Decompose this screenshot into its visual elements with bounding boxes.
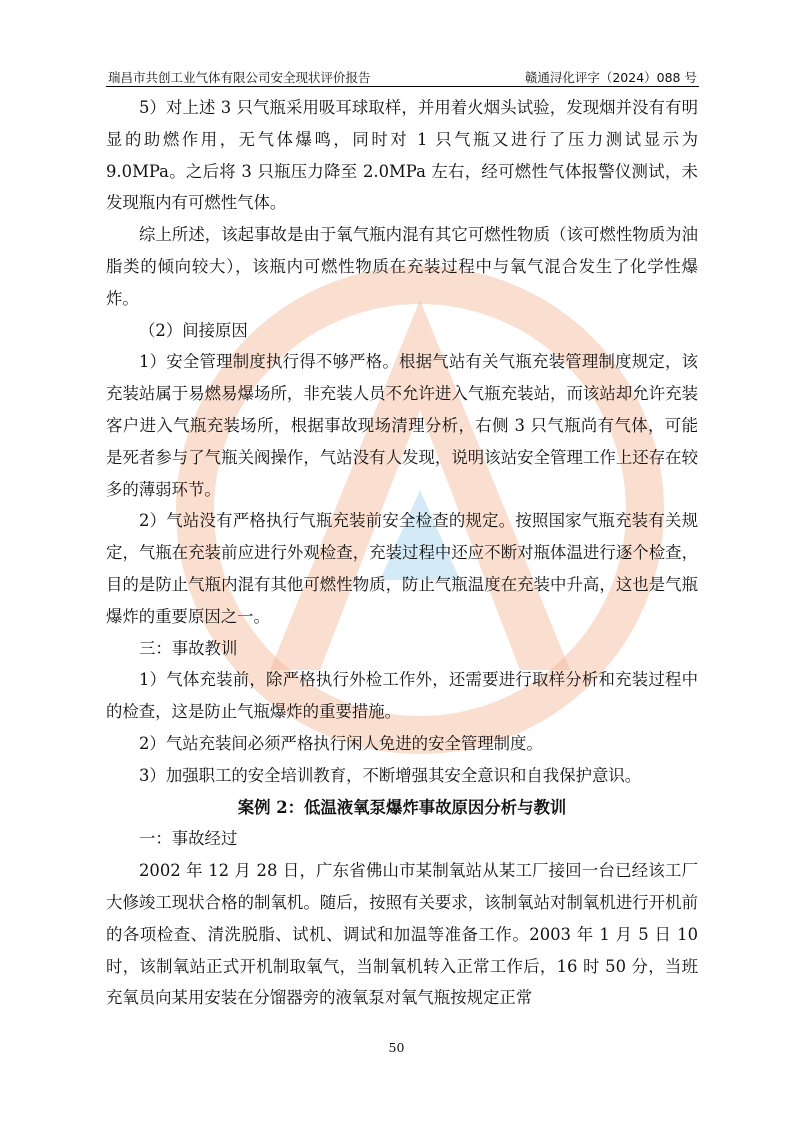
subheading-accident-process: 一：事故经过 <box>139 829 238 849</box>
header-divider <box>106 86 699 87</box>
paragraph-lesson-1: 1）气体充装前，除严格执行外检工作外，还需要进行取样分析和充装过程中的检查，这是防止气瓶爆炸的重要措施。 <box>106 670 698 722</box>
paragraph-sampling-test: 5）对上述 3 只气瓶采用吸耳球取样，并用着火烟头试验，发现烟并没有有明显的助燃作用，无气体爆鸣，同时对 1 只气瓶又进行了压力测试显示为 9.0MPa。之后将 3 只瓶压力降至 2.0MPa 左右，经可燃性气体报警仪测试，未发现瓶内有可燃性气体。 <box>106 98 698 213</box>
document-body <box>106 92 698 1014</box>
paragraph-accident-process: 2002 年 12 月 28 日，广东省佛山市某制氧站从某工厂接回一台已经该工厂大修竣工现状合格的制氧机。随后，按照有关要求，该制氧站对制氧机进行开机前的各项检查、清洗脱脂、试机、调试和加温等准备工作。2003 年 1 月 5 日 10 时，该制氧站正式开机制取氧气，当制氧机转入正常工作后，16 时 50 分，当班充氧员向某用安装在分馏器旁的液氧泵对氧气瓶按规定正常 <box>106 861 698 1008</box>
subheading-lessons: 三：事故教训 <box>139 638 238 658</box>
paragraph-summary: 综上所述，该起事故是由于氧气瓶内混有其它可燃性物质（该可燃性物质为油脂类的倾向较大），该瓶内可燃性物质在充装过程中与氧气混合发生了化学性爆炸。 <box>106 225 698 308</box>
paragraph-management-system: 1）安全管理制度执行得不够严格。根据气站有关气瓶充装管理制度规定，该充装站属于易燃易爆场所，非充装人员不允许进入气瓶充装站，而该站却允许充装客户进入气瓶充装场所，根据事故现场清理分析，右侧 3 只气瓶尚有气体，可能是死者参与了气瓶关阀操作，气站没有人发现，说明该站安全管理工作上还存在较多的薄弱环节。 <box>106 352 698 499</box>
case-2-title: 案例 2：低温液氧泵爆炸事故原因分析与教训 <box>237 797 567 817</box>
header-report-number: 赣通浔化评字（2024）088 号 <box>524 70 697 85</box>
paragraph-inspection-rule: 2）气站没有严格执行气瓶充装前安全检查的规定。按照国家气瓶充装有关规定，气瓶在充装前应进行外观检查，充装过程中还应不断对瓶体温进行逐个检查，目的是防止气瓶内混有其他可燃性物质，防止气瓶温度在充装中升高，这也是气瓶爆炸的重要原因之一。 <box>106 511 698 626</box>
paragraph-lesson-2: 2）气站充装间必须严格执行闲人免进的安全管理制度。 <box>139 733 543 753</box>
page-number: 50 <box>388 1040 405 1055</box>
subheading-indirect-cause: （2）间接原因 <box>139 320 248 340</box>
paragraph-lesson-3: 3）加强职工的安全培训教育，不断增强其安全意识和自我保护意识。 <box>139 765 642 785</box>
header-report-title: 瑞昌市共创工业气体有限公司安全现状评价报告 <box>108 70 371 85</box>
